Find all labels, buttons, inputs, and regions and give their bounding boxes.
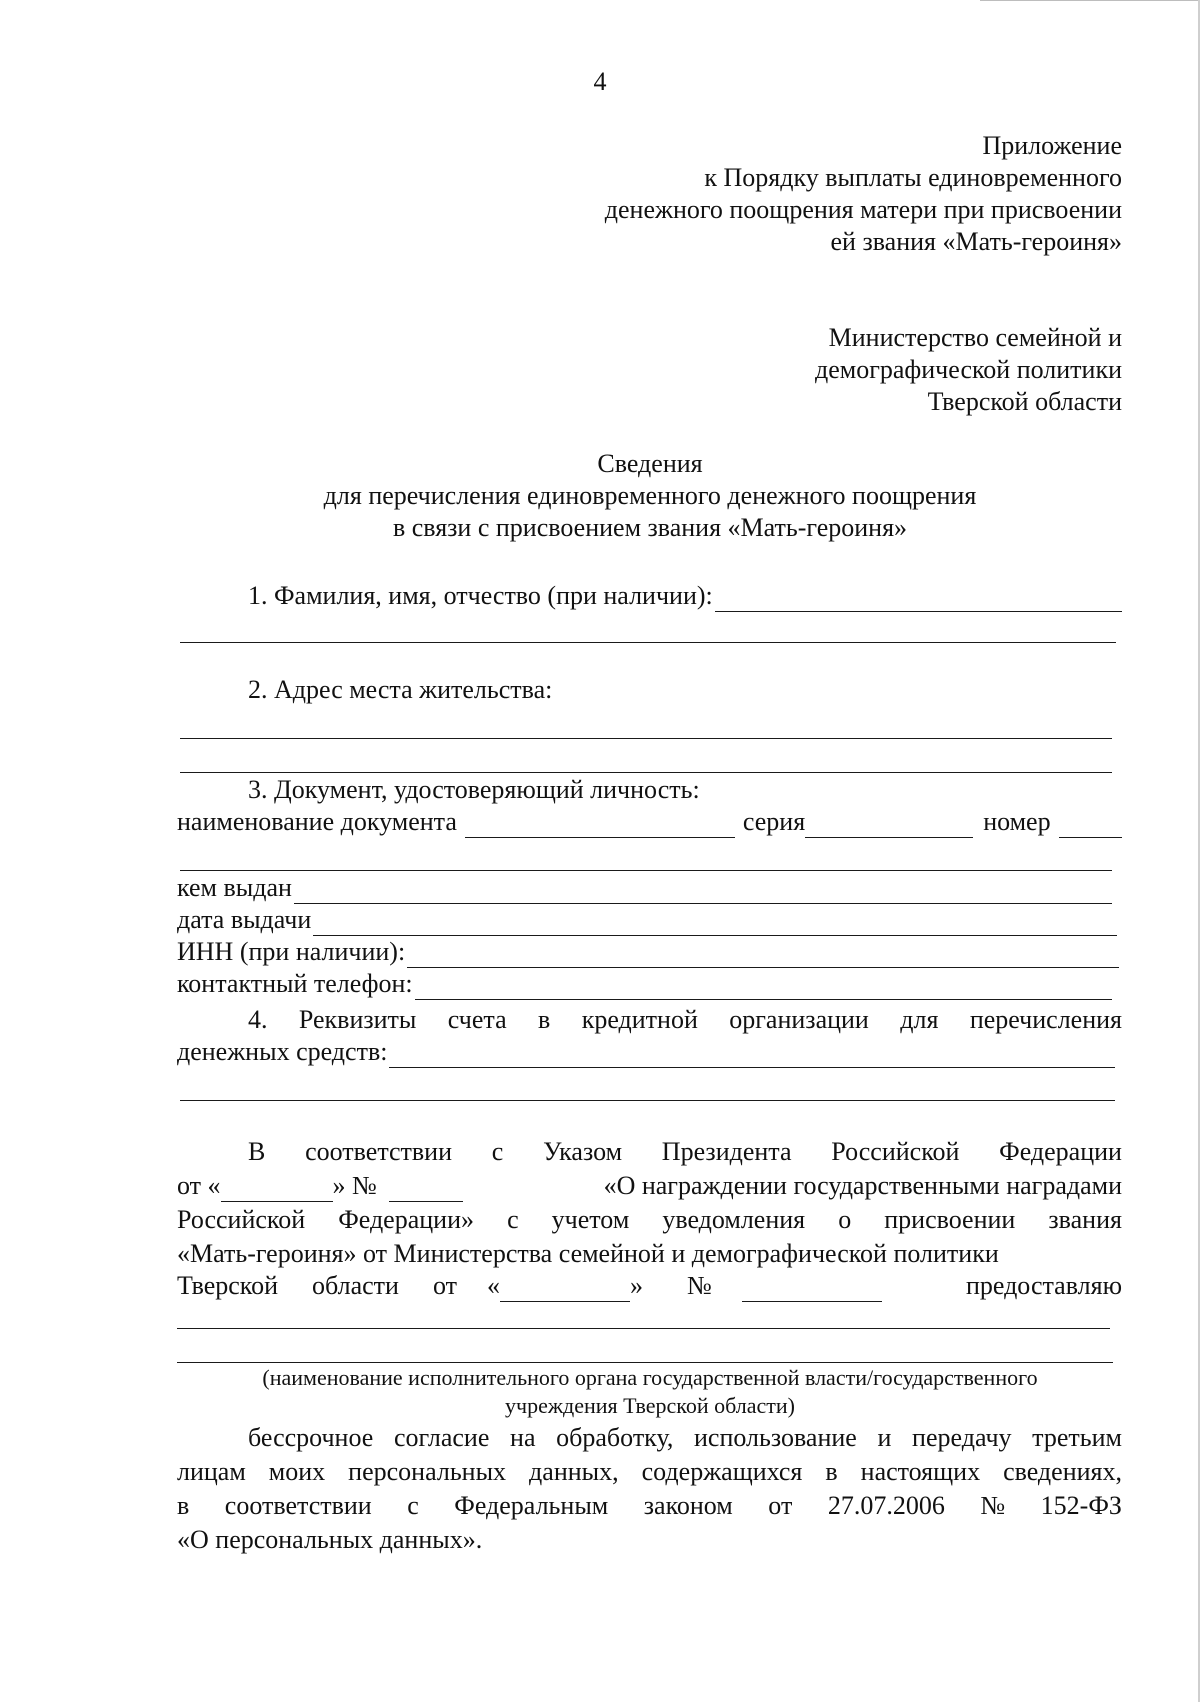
word: Российской <box>177 1205 306 1234</box>
inn-row <box>177 936 1119 968</box>
word: соответствии <box>224 1491 372 1520</box>
note-line: (наименование исполнительного органа государственной власти/государственного <box>262 1365 1038 1390</box>
series-field[interactable] <box>805 815 973 838</box>
series-label: серия <box>742 807 806 836</box>
phone-row <box>177 968 1112 1000</box>
word: с <box>491 1137 504 1166</box>
address-row <box>248 674 552 706</box>
consent-line4 <box>177 1238 999 1270</box>
authority-note <box>150 1364 1150 1420</box>
word: присвоении <box>884 1205 1016 1234</box>
fio-field[interactable] <box>715 589 1122 612</box>
fio-label: 1. Фамилия, имя, отчество (при наличии): <box>248 581 713 610</box>
inn-field[interactable] <box>407 945 1119 968</box>
word: уведомления <box>662 1205 806 1234</box>
issue-date-row <box>177 904 1117 936</box>
phone-field[interactable] <box>415 977 1112 1000</box>
addressee-line: Министерство семейной и <box>828 323 1122 352</box>
decree-title: «О награждении государственными наградами <box>603 1171 1122 1200</box>
note-line: учреждения Тверской области) <box>505 1393 795 1418</box>
word: № <box>980 1491 1006 1520</box>
word: законом <box>643 1491 733 1520</box>
number-field-line2[interactable] <box>180 870 1112 871</box>
consent-line5 <box>177 1270 1122 1302</box>
issued-by-row <box>177 872 1112 904</box>
from-label: от « <box>177 1171 221 1200</box>
word: Тверской <box>177 1271 279 1300</box>
word: кредитной <box>581 1005 698 1034</box>
word: звания <box>1048 1205 1122 1234</box>
word: с <box>407 1491 419 1520</box>
appendix-header <box>605 130 1122 258</box>
notice-date-field[interactable] <box>500 1279 630 1302</box>
fio-row <box>248 580 1122 612</box>
address-field-line1[interactable] <box>180 738 1112 739</box>
page-number: 4 <box>593 67 607 96</box>
word: В <box>248 1137 266 1166</box>
word: перечисления <box>969 1005 1122 1034</box>
notice-number-field[interactable] <box>742 1279 882 1302</box>
word: соответствии <box>305 1137 453 1166</box>
consent-body-line4: «О персональных данных». <box>177 1525 483 1554</box>
doc-details-row <box>177 806 1122 838</box>
word: Федерации» <box>338 1205 474 1234</box>
word: 27.07.2006 <box>827 1491 945 1520</box>
word: предоставляю <box>965 1271 1122 1300</box>
appendix-line: к Порядку выплаты единовременного <box>704 163 1122 192</box>
word: » <box>629 1271 643 1300</box>
word: Указом <box>543 1137 623 1166</box>
decree-number-field[interactable] <box>389 1179 463 1202</box>
id-doc-label: 3. Документ, удостоверяющий личность: <box>248 775 700 804</box>
word: о <box>838 1205 852 1234</box>
word: Федерации <box>999 1137 1122 1166</box>
appendix-line: денежного поощрения матери при присвоении <box>604 195 1122 224</box>
title-line: для перечисления единовременного денежного поощрения <box>323 481 977 510</box>
consent-line2 <box>177 1170 1122 1202</box>
word: в <box>177 1491 190 1520</box>
word: Российской <box>831 1137 960 1166</box>
word: счета <box>447 1005 507 1034</box>
fio-field-line2[interactable] <box>180 642 1116 643</box>
word: « <box>486 1271 500 1300</box>
bank-label: денежных средств: <box>177 1037 388 1066</box>
decree-date-field[interactable] <box>221 1179 333 1202</box>
appendix-line: Приложение <box>982 131 1122 160</box>
consent-body-line2: лицам моих персональных данных, содержащихся в настоящих сведениях, <box>177 1457 1122 1486</box>
addressee-block <box>815 322 1122 418</box>
number-label: номер <box>983 807 1051 836</box>
bank-line2 <box>177 1036 1115 1068</box>
issue-date-label: дата выдачи <box>177 905 312 934</box>
word: в <box>538 1005 551 1034</box>
word: с <box>507 1205 519 1234</box>
document-title <box>0 448 1200 544</box>
word: Президента <box>661 1137 792 1166</box>
word: области <box>312 1271 399 1300</box>
title-line: в связи с присвоением звания «Мать-героиня» <box>392 513 908 542</box>
issued-by-label: кем выдан <box>177 873 292 902</box>
word: № <box>686 1271 712 1300</box>
word: от <box>432 1271 457 1300</box>
number-label: » № <box>332 1171 377 1200</box>
addressee-line: Тверской области <box>927 387 1122 416</box>
word: для <box>900 1005 939 1034</box>
title-line: Сведения <box>597 449 703 478</box>
doc-name-label: наименование документа <box>177 807 457 836</box>
issued-by-field[interactable] <box>294 881 1112 904</box>
inn-label: ИНН (при наличии): <box>177 937 406 966</box>
address-label: 2. Адрес места жительства: <box>248 675 553 704</box>
bank-field[interactable] <box>389 1045 1115 1068</box>
bank-line1 <box>248 1004 1122 1036</box>
word: Реквизиты <box>298 1005 417 1034</box>
authority-field-line1[interactable] <box>177 1328 1110 1329</box>
consent-body-line3 <box>177 1490 1122 1522</box>
issue-date-field[interactable] <box>313 913 1117 936</box>
address-field-line2[interactable] <box>180 772 1112 773</box>
appendix-line: ей звания «Мать-героиня» <box>830 227 1122 256</box>
doc-name-field[interactable] <box>465 815 735 838</box>
word: организации <box>729 1005 869 1034</box>
addressee-line: демографической политики <box>815 355 1122 384</box>
word: Федеральным <box>454 1491 609 1520</box>
id-doc-row <box>248 774 700 806</box>
number-field[interactable] <box>1059 815 1122 838</box>
consent-line1 <box>248 1136 1122 1168</box>
word: учетом <box>551 1205 630 1234</box>
scan-edge-top <box>980 0 1200 1</box>
authority-field-line2[interactable] <box>177 1362 1113 1363</box>
consent-body-line1: бессрочное согласие на обработку, использование и передачу третьим <box>248 1423 1122 1452</box>
consent-line3 <box>177 1204 1122 1236</box>
word: 4. <box>248 1005 268 1034</box>
phone-label: контактный телефон: <box>177 969 413 998</box>
bank-field-line2[interactable] <box>180 1100 1115 1101</box>
word: от <box>768 1491 793 1520</box>
word: 152-ФЗ <box>1040 1491 1122 1520</box>
consent-text: «Мать-героиня» от Министерства семейной и демографической политики <box>177 1239 999 1268</box>
